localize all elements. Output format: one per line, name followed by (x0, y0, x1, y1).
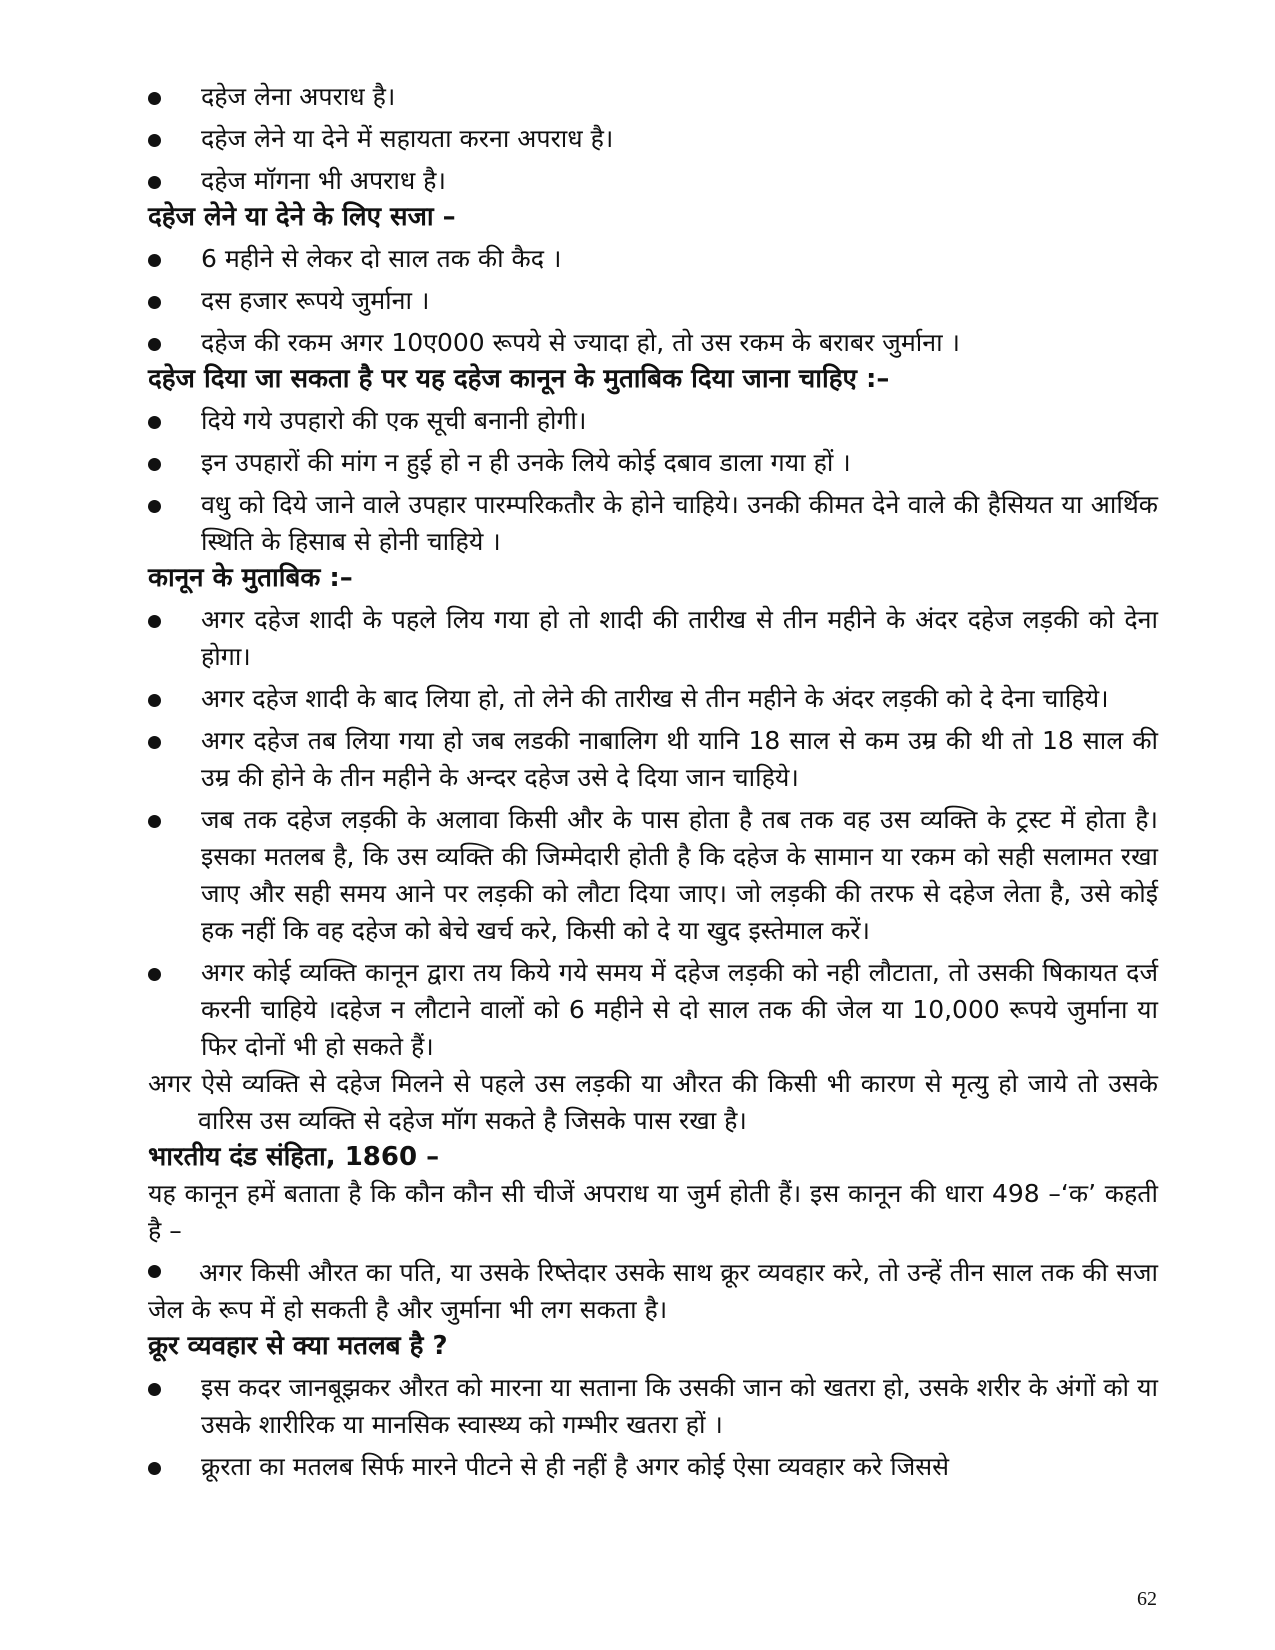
bullet-icon (148, 736, 161, 749)
list-item: दहेज मॉगना भी अपराध है। (148, 162, 1158, 199)
list-item: इस कदर जानबूझकर औरत को मारना या सताना कि उसकी जान को खतरा हो, उसके शरीर के अंगों को या उसके शारीरिक या मानसिक स्वास्थ्य को गम्भीर खतरा हों । (148, 1369, 1158, 1443)
bullet-list-gift-rules (148, 402, 1158, 560)
bullet-list-punishment (148, 240, 1158, 361)
bullet-icon (148, 458, 161, 471)
list-item: 6 महीने से लेकर दो साल तक की कैद । (148, 240, 1158, 277)
heading-as-per-law: कानून के मुताबिक :– (148, 563, 353, 593)
bullet-list-law (148, 601, 1158, 1065)
list-item: अगर दहेज शादी के बाद लिया हो, तो लेने की तारीख से तीन महीने के अंदर लड़की को दे देना चाहिये। (148, 680, 1158, 717)
bullet-icon (148, 296, 161, 309)
list-item: दहेज लेने या देने में सहायता करना अपराध है। (148, 120, 1158, 157)
bullet-icon (148, 92, 161, 105)
heading-dowry-given: दहेज दिया जा सकता है पर यह दहेज कानून के मुताबिक दिया जाना चाहिए :– (148, 364, 890, 394)
bullet-icon (148, 615, 161, 628)
list-item: वधु को दिये जाने वाले उपहार पारम्परिकतौर के होने चाहिये। उनकी कीमत देने वाले की हैसियत या आर्थिक स्थिति के हिसाब से होनी चाहिये । (148, 486, 1158, 560)
bullet-icon (148, 254, 161, 267)
bullet-icon (148, 815, 161, 828)
list-item: क्रूरता का मतलब सिर्फ मारने पीटने से ही नहीं है अगर कोई ऐसा व्यवहार करे जिससे (148, 1448, 1158, 1485)
heading-punishment: दहेज लेने या देने के लिए सजा – (148, 202, 456, 232)
bullet-icon (148, 694, 161, 707)
bullet-icon (148, 1265, 161, 1278)
bullet-icon (148, 500, 161, 513)
list-item: अगर दहेज शादी के पहले लिय गया हो तो शादी की तारीख से तीन महीने के अंदर दहेज लड़की को देना होगा। (148, 601, 1158, 675)
bullet-list-cruelty (148, 1369, 1158, 1485)
list-item: अगर कोई व्यक्ति कानून द्वारा तय किये गये समय में दहेज लड़की को नही लौटाता, तो उसकी षिकायत दर्ज करनी चाहिये ।दहेज न लौटाने वालों को 6 महीने से दो साल तक की जेल या 10,000 रूपये जुर्माना या फिर दोनों भी हो सकते हैं। (148, 954, 1158, 1065)
bullet-list-offences (148, 78, 1158, 199)
list-item: जब तक दहेज लड़की के अलावा किसी और के पास होता है तब तक वह उस व्यक्ति के ट्रस्ट में होता है। इसका मतलब है, कि उस व्यक्ति की जिम्मेदारी होती है कि दहेज के सामान या रकम को सही सलामत रखा जाए और सही समय आने पर लड़की को लौटा दिया जाए। जो लड़की की तरफ से दहेज लेता है, उसे कोई हक नहीं कि वह दहेज को बेचे खर्च करे, किसी को दे या खुद इस्तेमाल करें। (148, 801, 1158, 949)
list-item: इन उपहारों की मांग न हुई हो न ही उनके लिये कोई दबाव डाला गया हों । (148, 444, 1158, 481)
paragraph-cruelty-rule: अगर किसी औरत का पति, या उसके रिष्तेदार उसके साथ क्रूर व्यवहार करे, तो उन्हें तीन साल तक की सजा जेल के रूप में हो सकती है और जुर्माना भी लग सकता है। (148, 1258, 1158, 1324)
list-item: दहेज लेना अपराध है। (148, 78, 1158, 115)
bullet-icon (148, 968, 161, 981)
page-number: 62 (1137, 1588, 1157, 1610)
list-item: दहेज की रकम अगर 10ए000 रूपये से ज्यादा हो, तो उस रकम के बराबर जुर्माना । (148, 324, 1158, 361)
document-page (148, 78, 1158, 1485)
bullet-icon (148, 176, 161, 189)
bullet-icon (148, 1462, 161, 1475)
list-item: अगर दहेज तब लिया गया हो जब लडकी नाबालिग थी यानि 18 साल से कम उम्र की थी तो 18 साल की उम्र की होने के तीन महीने के अन्दर दहेज उसे दे दिया जान चाहिये। (148, 722, 1158, 796)
bullet-icon (148, 134, 161, 147)
heading-ipc: भारतीय दंड संहिता, 1860 – (148, 1142, 440, 1172)
heading-cruelty-meaning: क्रूर व्यवहार से क्या मतलब है ? (148, 1331, 448, 1361)
list-item: दस हजार रूपये जुर्माना । (148, 282, 1158, 319)
paragraph-ipc: यह कानून हमें बताता है कि कौन कौन सी चीजें अपराध या जुर्म होती हैं। इस कानून की धारा 498 –‘क’ कहती है – (148, 1179, 1158, 1245)
list-item: दिये गये उपहारो की एक सूची बनानी होगी। (148, 402, 1158, 439)
paragraph-heirs: अगर ऐसे व्यक्ति से दहेज मिलने से पहले उस लड़की या औरत की किसी भी कारण से मृत्यु हो जाये तो उसके वारिस उस व्यक्ति से दहेज मॉग सकते है जिसके पास रखा है। (148, 1069, 1158, 1135)
bullet-icon (148, 416, 161, 429)
bullet-icon (148, 338, 161, 351)
bullet-icon (148, 1383, 161, 1396)
